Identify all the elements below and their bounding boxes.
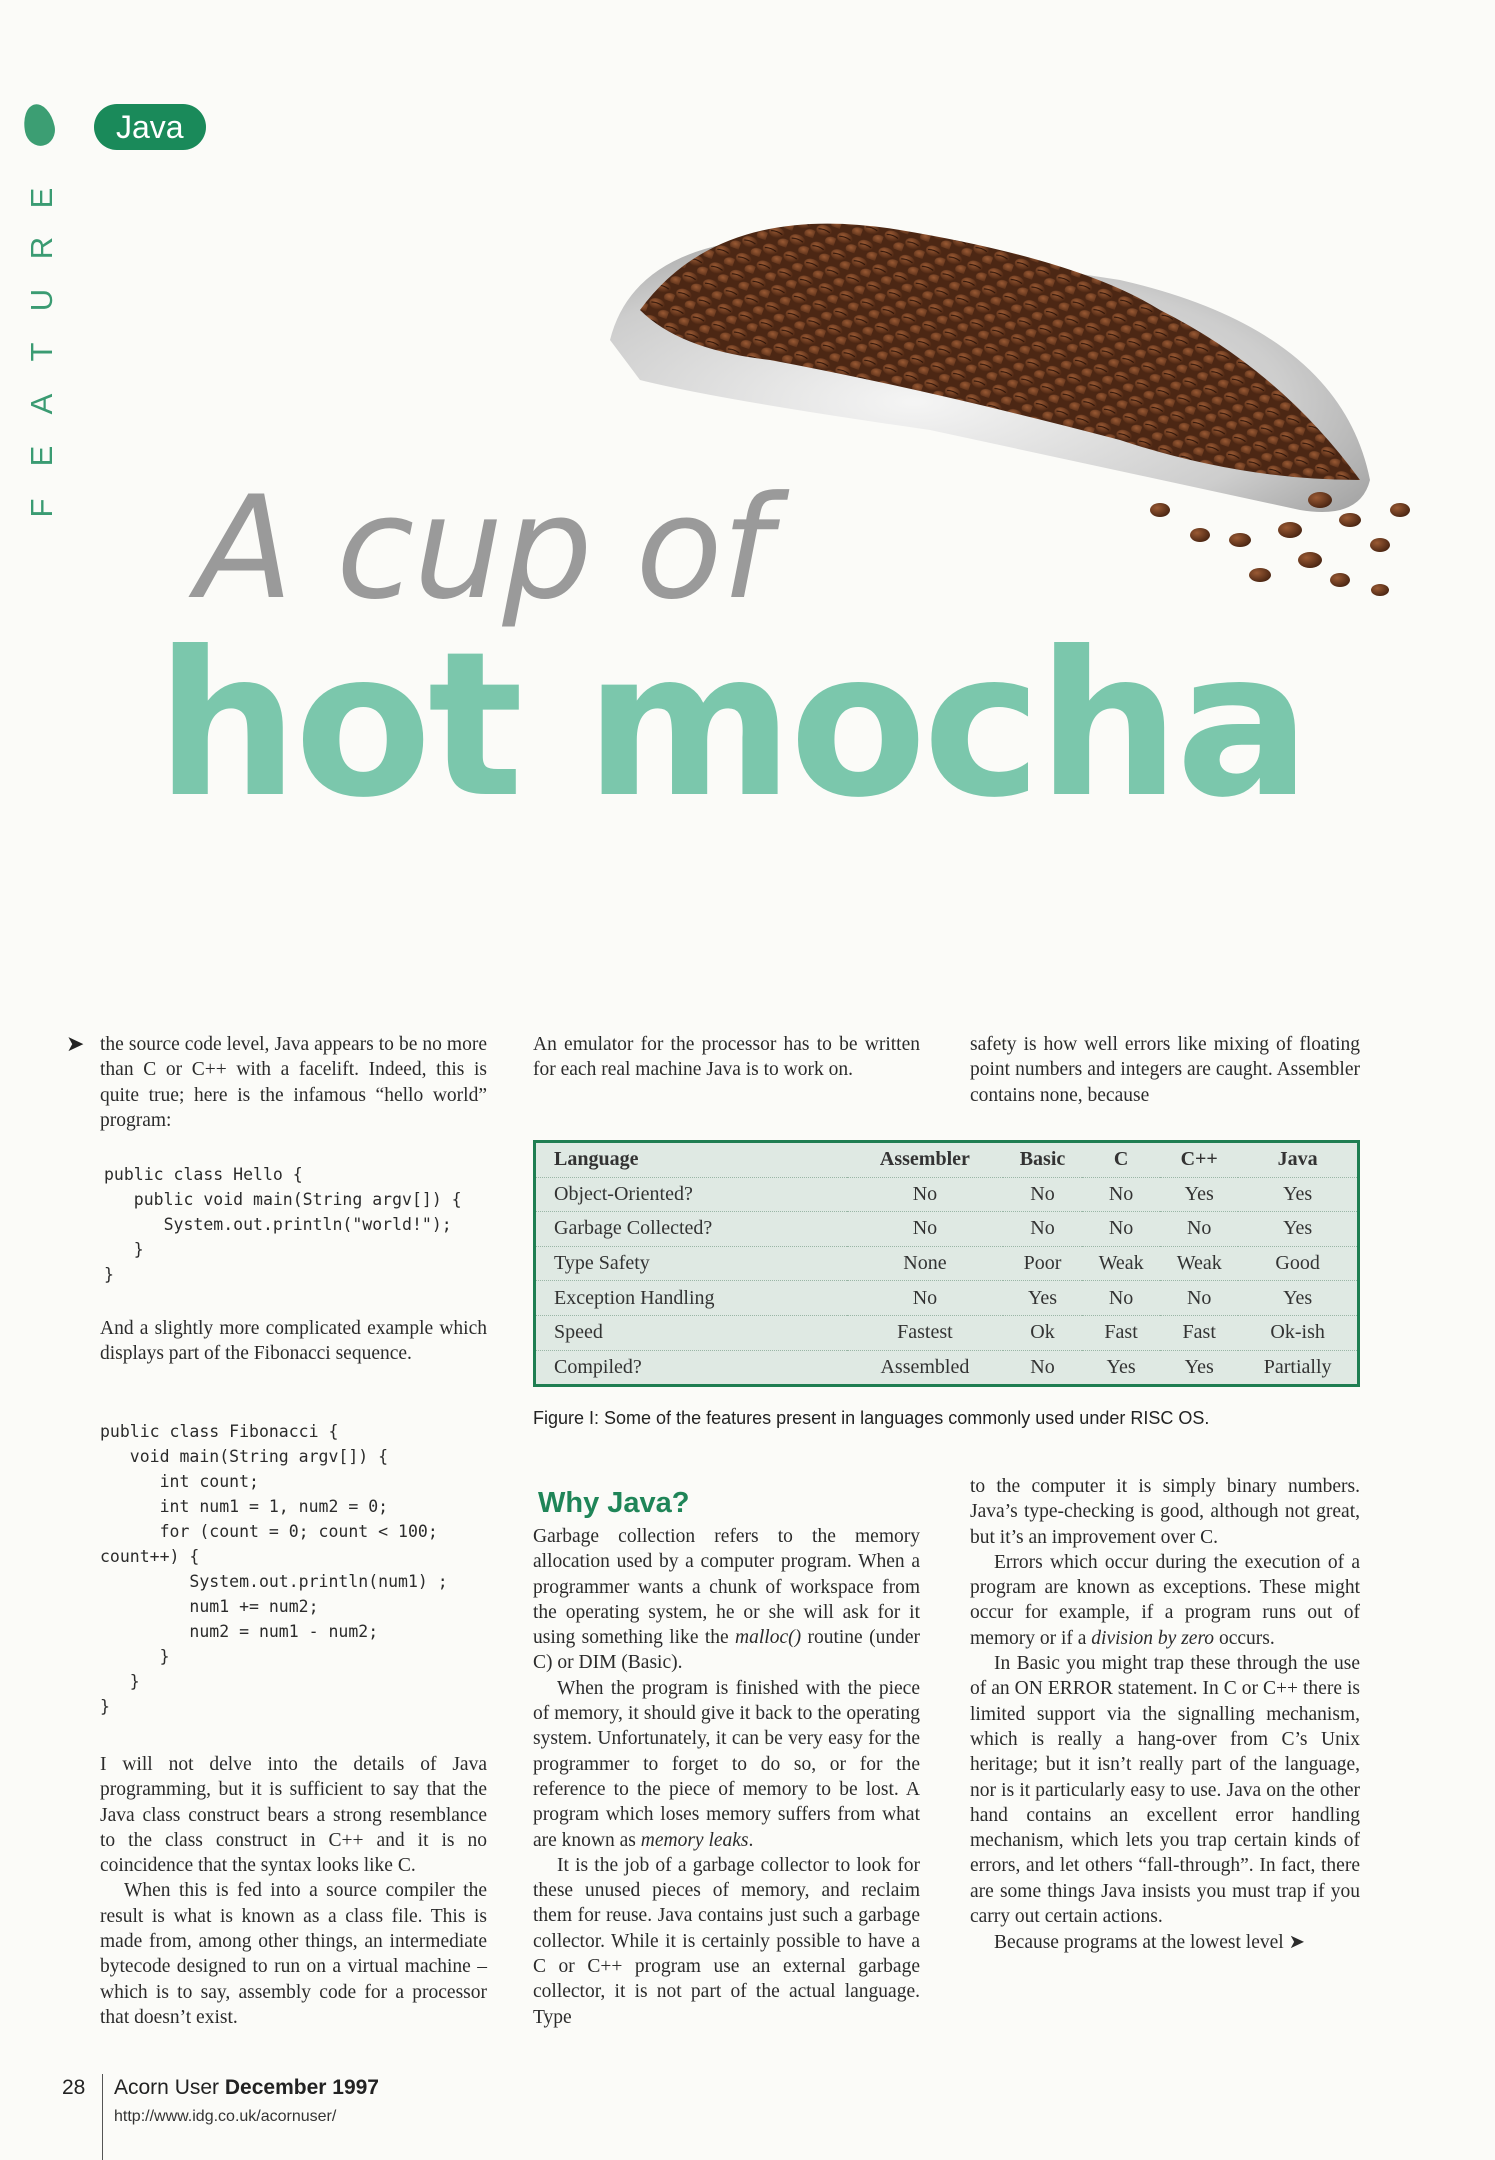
table-cell: Assembled	[847, 1350, 1003, 1386]
table-cell: Yes	[1003, 1281, 1082, 1316]
table-cell: Partially	[1238, 1350, 1358, 1386]
feature-letter: U	[24, 288, 59, 312]
paragraph: In Basic you might trap these through the use of an ON ERROR statement. In C or C++ there is limited support via the signalling mechanism, which is really a hang-over from C’s Unix heritage; but it isn’t really part of the language, nor is it particularly easy to use. Java on the other hand contains an excellent error handling mechanism, which lets you trap certain kinds of errors, and let others “fall-through”. In fact, there are some things Java insists you must trap if you carry out certain actions.	[970, 1653, 1360, 1928]
paragraph: Garbage collection refers to the memory allocation used by a computer program. When a programmer wants a chunk of workspace from the operating system, he or she will ask for it using something like the malloc() routine (under C) or DIM (Basic).	[533, 1526, 920, 1674]
table-cell: Poor	[1003, 1246, 1082, 1281]
table-cell: No	[1003, 1350, 1082, 1386]
table-cell: Ok-ish	[1238, 1315, 1358, 1350]
table-header: Basic	[1019, 1148, 1066, 1171]
column-1-bottom	[100, 1752, 487, 2030]
table-cell: No	[1082, 1281, 1160, 1316]
table-cell: Weak	[1160, 1246, 1238, 1281]
paragraph: It is the job of a garbage collector to look for these unused pieces of memory, and reclaim them for reuse. Java contains just such a garbage collector. While it is certainly possible to have a C or C++ program use an external garbage collector, it is not part of the actual language. Type	[533, 1854, 920, 2028]
paragraph: When this is fed into a source compiler the result is what is known as a class file. This is made from, among other things, an intermediate bytecode designed to run on a virtual machine – which is to say, assembly code for a processor that doesn’t exist.	[100, 1880, 487, 2028]
feature-letter: E	[24, 445, 59, 467]
table-cell: No	[1082, 1212, 1160, 1247]
table-header: C	[1113, 1148, 1129, 1171]
column-2-top	[533, 1032, 920, 1083]
column-1-middle	[100, 1316, 487, 1367]
feature-letter: T	[24, 342, 59, 362]
table-cell: Yes	[1160, 1350, 1238, 1386]
article-title-line2: hot mocha	[156, 609, 1307, 842]
column-3-top	[970, 1032, 1360, 1108]
continued-arrow-icon: ➤	[1288, 1930, 1305, 1954]
paragraph: And a slightly more complicated example which displays part of the Fibonacci sequence.	[100, 1318, 487, 1365]
magazine-name: Acorn User December 1997	[114, 2076, 379, 2099]
table-cell: Type Safety	[535, 1246, 847, 1281]
table-row	[535, 1246, 1359, 1281]
table-cell: None	[847, 1246, 1003, 1281]
table-cell: No	[847, 1212, 1003, 1247]
table-cell: Compiled?	[535, 1350, 847, 1386]
language-comparison-table	[533, 1140, 1360, 1387]
code-fibonacci: public class Fibonacci { void main(String argv[]) { int count; int num1 = 1, num2 = 0; for (count = 0; count < 100; count++) { System.out.println(num1) ; num1 += num2; num2 = num1 - num2; } } }	[100, 1422, 448, 1716]
table-cell: No	[1082, 1177, 1160, 1212]
magazine-url: http://www.idg.co.uk/acornuser/	[114, 2108, 337, 2125]
feature-letter: E	[24, 187, 59, 209]
page-number: 28	[62, 2076, 86, 2099]
feature-letter: R	[24, 236, 59, 260]
table-row	[535, 1177, 1359, 1212]
table-cell: Object-Oriented?	[535, 1177, 847, 1212]
table-header: Assembler	[879, 1148, 970, 1171]
section-heading: Why Java?	[538, 1487, 690, 1519]
column-3-bottom	[970, 1474, 1360, 1956]
table-cell: Fast	[1160, 1315, 1238, 1350]
table-cell: No	[1003, 1177, 1082, 1212]
table-cell: Yes	[1160, 1177, 1238, 1212]
table-row	[535, 1350, 1359, 1386]
table-row	[535, 1281, 1359, 1316]
table-row	[535, 1315, 1359, 1350]
table-cell: Exception Handling	[535, 1281, 847, 1316]
table-cell: Weak	[1082, 1246, 1160, 1281]
paragraph: An emulator for the processor has to be written for each real machine Java is to work on.	[533, 1034, 920, 1081]
table-cell: No	[847, 1177, 1003, 1212]
section-badge: Java	[94, 104, 206, 150]
table-cell: No	[1160, 1281, 1238, 1316]
continued-arrow-icon: ➤	[66, 1032, 85, 1057]
table-header: Language	[554, 1148, 639, 1171]
footer-divider	[102, 2074, 103, 2160]
paragraph: Because programs at the lowest level ➤	[994, 1930, 1305, 1954]
table-cell: No	[847, 1281, 1003, 1316]
feature-letter: A	[24, 393, 59, 415]
paragraph: the source code level, Java appears to be no more than C or C++ with a facelift. Indeed, this is quite true; here is the infamous “hello world” program:	[100, 1034, 487, 1131]
leaf-icon	[20, 101, 58, 148]
table-cell: Ok	[1003, 1315, 1082, 1350]
paragraph: Errors which occur during the execution of a program are known as exceptions. These might occur for example, if a program runs out of memory or if a division by zero occurs.	[970, 1551, 1360, 1649]
table-cell: Yes	[1238, 1177, 1358, 1212]
table-cell: Garbage Collected?	[535, 1212, 847, 1247]
table-cell: Fast	[1082, 1315, 1160, 1350]
table-cell: No	[1160, 1212, 1238, 1247]
column-2-bottom	[533, 1524, 920, 2030]
table-cell: No	[1003, 1212, 1082, 1247]
table-cell: Yes	[1238, 1281, 1358, 1316]
paragraph: to the computer it is simply binary numbers. Java’s type-checking is good, although not great, but it’s an improvement over C.	[970, 1476, 1360, 1548]
table-caption: Figure I: Some of the features present in languages commonly used under RISC OS.	[533, 1408, 1210, 1428]
table-header: Java	[1277, 1148, 1318, 1171]
table-cell: Yes	[1082, 1350, 1160, 1386]
paragraph: safety is how well errors like mixing of floating point numbers and integers are caught. Assembler contains none, because	[970, 1034, 1360, 1106]
table-header: C++	[1180, 1148, 1218, 1171]
article-title-line1: A cup of	[196, 466, 771, 631]
table-cell: Speed	[535, 1315, 847, 1350]
table-cell: Good	[1238, 1246, 1358, 1281]
table-cell: Fastest	[847, 1315, 1003, 1350]
table-cell: Yes	[1238, 1212, 1358, 1247]
feature-letter: F	[24, 498, 59, 518]
column-1-top	[100, 1032, 487, 1133]
paragraph: When the program is finished with the piece of memory, it should give it back to the operating system. Unfortunately, it can be very easy for the programmer to forget to do so, or for the reference to the piece of memory to be lost. A program which loses memory suffers from what are known as memory leaks.	[533, 1677, 920, 1851]
code-hello: public class Hello { public void main(String argv[]) { System.out.println("world!"); } }	[104, 1165, 462, 1284]
table-row	[535, 1212, 1359, 1247]
paragraph: I will not delve into the details of Java programming, but it is sufficient to say that the Java class construct bears a strong resemblance to the class construct in C++ and it is no coincidence that the syntax looks like C.	[100, 1754, 487, 1877]
table-header-row	[535, 1142, 1359, 1178]
